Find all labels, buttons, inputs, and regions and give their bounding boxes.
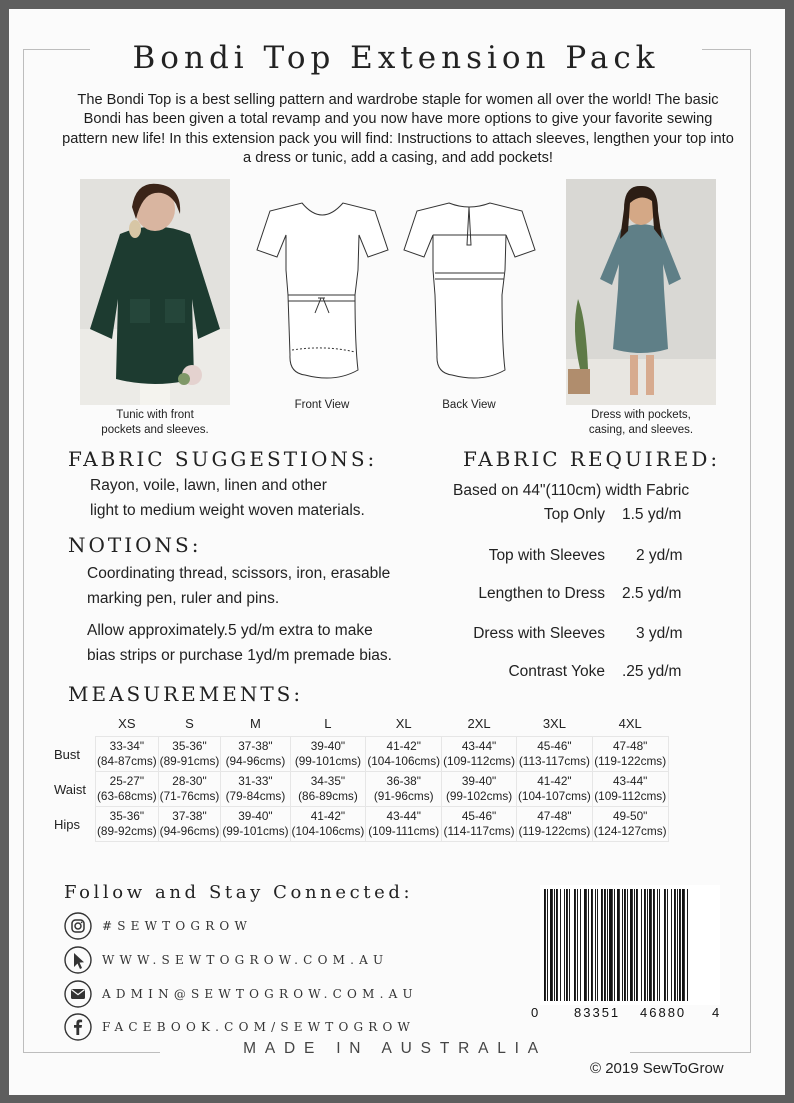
measurement-cell [366,737,442,772]
barcode-digit: 4 [712,1005,720,1020]
measurement-inches: 28-30" [172,774,207,788]
tunic-caption [80,408,230,438]
measurement-inches: 47-48" [612,739,648,753]
measurement-cell [96,807,159,842]
measurement-cms: (99-101cms) [222,824,289,838]
measurement-cell [290,737,366,772]
back-view-drawing [402,195,537,390]
intro-paragraph: The Bondi Top is a best selling pattern and wardrobe staple for women all over the world! The basic Bondi has been given a total revamp and you now have more options to give your favorite sewing pattern new life! In this extension pack you will find: Instructions to attach sleeves, lengthen your top into a dress or tunic, add a casing, and add pockets! [62,92,734,166]
fabric-row-label: Contrast Yoke [508,663,605,680]
measurement-inches: 39-40" [461,774,497,788]
fabric-suggestions-line2: light to medium weight woven materials. [90,502,365,519]
fabric-suggestions-line1: Rayon, voile, lawn, linen and other [90,477,327,494]
measurement-cms: (79-84cms) [225,789,286,803]
size-header: XL [395,715,412,731]
title-box [90,38,702,78]
measurement-cell [442,737,517,772]
size-header: M [250,715,261,731]
measurement-cell [290,772,366,807]
measurement-cms: (99-102cms) [445,789,513,803]
fabric-row-label: Lengthen to Dress [478,585,605,602]
size-header: 4XL [618,715,642,731]
measurement-inches: 49-50" [612,809,648,823]
measurement-inches: 41-42" [386,739,421,753]
notions-line2: marking pen, ruler and pins. [87,590,280,607]
back-view-caption: Back View [442,399,496,411]
measurement-inches: 35-36" [109,809,145,823]
fabric-required-basis: Based on 44"(110cm) width Fabric [453,482,690,499]
measurement-cell [158,807,221,842]
measurement-inches: 33-34" [109,739,145,753]
measurement-cell [158,772,221,807]
measurement-cell [517,737,593,772]
fabric-row-value: .25 yd/m [622,663,682,680]
instagram-row[interactable] [64,912,524,940]
measurement-cell [592,737,668,772]
measurement-inches: 43-44" [612,774,648,788]
measurement-label: Hips [54,816,81,832]
measurement-cms: (94-96cms) [159,824,220,838]
measurement-cms: (114-117cms) [443,824,515,838]
size-header: 3XL [542,715,566,731]
measurement-cms: (109-111cms) [368,824,440,838]
dress-caption-line2: casing, and sleeves. [588,424,694,436]
notions-line4: bias strips or purchase 1yd/m premade bias. [87,647,392,664]
barcode-digits: 46880 [640,1005,687,1020]
measurement-inches: 41-42" [310,809,346,823]
measurement-cell [96,737,159,772]
barcode-digit: 0 [531,1005,539,1020]
measurement-inches: 43-44" [461,739,497,753]
measurement-label: Bust [54,746,81,762]
made-in-australia: MADE IN AUSTRALIA [160,1040,630,1058]
copyright: © 2019 SewToGrow [590,1060,724,1077]
notions-text [87,561,392,668]
measurement-cms: (71-76cms) [159,789,220,803]
fabric-suggestions-heading: FABRIC SUGGESTIONS: [68,447,378,471]
size-header-blank [50,710,96,737]
measurement-inches: 37-38" [172,809,207,823]
fabric-row-label: Dress with Sleeves [473,625,605,642]
measurement-cms: (104-107cms) [518,789,591,803]
measurement-cms: (104-106cms) [367,754,441,768]
fabric-row-label: Top with Sleeves [488,547,605,564]
dress-caption [566,408,716,438]
notions-line1: Coordinating thread, scissors, iron, erasable [87,565,391,582]
measurements-heading: MEASUREMENTS: [68,682,304,706]
measurement-cell [221,772,290,807]
measurement-cell [442,772,517,807]
measurement-inches: 45-46" [537,739,572,753]
fabric-row-value: 1.5 yd/m [622,506,682,523]
measurement-cms: (94-96cms) [225,754,286,768]
fabric-required-heading: FABRIC REQUIRED: [463,447,721,471]
measurement-cell [221,737,290,772]
instagram-icon [64,912,92,940]
measurement-cell [290,807,366,842]
facebook-url: FACEBOOK.COM/SEWTOGROW [102,1020,416,1034]
measurement-inches: 39-40" [238,809,273,823]
measurement-cms: (124-127cms) [593,824,667,838]
instagram-handle: #SEWTOGROW [102,919,253,933]
measurement-inches: 37-38" [238,739,273,753]
size-header: L [324,715,332,731]
measurement-cell [366,807,442,842]
fabric-row-label: Top Only [543,506,605,523]
measurement-cms: (84-87cms) [97,754,157,768]
measurement-inches: 35-36" [172,739,207,753]
front-view-caption: Front View [294,399,350,411]
website-row[interactable] [64,946,524,974]
measurement-cell [592,772,668,807]
measurement-cms: (89-91cms) [159,754,220,768]
measurement-inches: 34-35" [310,774,346,788]
size-header: 2XL [467,715,491,731]
facebook-row[interactable] [64,1013,524,1041]
measurement-cell [366,772,442,807]
measurement-cms: (89-92cms) [97,824,157,838]
measurement-cms: (109-112cms) [443,754,515,768]
measurement-cell [517,807,593,842]
fabric-row-value: 2 yd/m [636,547,683,564]
email-address: ADMIN@SEWTOGROW.COM.AU [102,987,418,1001]
measurement-cms: (109-112cms) [594,789,667,803]
measurement-row [50,772,668,807]
size-header: S [185,715,194,731]
tunic-photo [80,179,230,405]
measurement-inches: 36-38" [386,774,421,788]
measurement-cms: (63-68cms) [97,789,157,803]
dress-photo [566,179,716,405]
tunic-caption-line2: pockets and sleeves. [101,424,209,436]
page-title: Bondi Top Extension Pack [132,40,660,76]
measurement-inches: 39-40" [310,739,346,753]
measurement-cms: (104-106cms) [291,824,365,838]
measurement-inches: 25-27" [109,774,145,788]
email-icon [64,980,92,1008]
measurement-cms: (86-89cms) [298,789,358,803]
measurement-row [50,737,668,772]
follow-heading: Follow and Stay Connected: [64,882,414,903]
measurement-inches: 47-48" [537,809,572,823]
website-url: WWW.SEWTOGROW.COM.AU [102,953,389,967]
measurement-cell [96,772,159,807]
cursor-icon [64,946,92,974]
notions-line3: Allow approximately.5 yd/m extra to make [87,622,373,639]
barcode [540,885,720,1005]
measurement-inches: 41-42" [537,774,572,788]
measurement-inches: 43-44" [386,809,421,823]
measurement-cms: (99-101cms) [294,754,362,768]
size-header: XS [118,715,136,731]
measurement-inches: 45-46" [461,809,497,823]
measurement-cms: (91-96cms) [373,789,434,803]
measurement-inches: 31-33" [238,774,273,788]
measurement-cell [517,772,593,807]
facebook-icon [64,1013,92,1041]
measurement-cell [221,807,290,842]
fabric-row-value: 2.5 yd/m [622,585,682,602]
measurement-row [50,807,668,842]
notions-heading: NOTIONS: [68,533,202,557]
measurement-cell [592,807,668,842]
fabric-suggestions-text [90,473,365,523]
measurement-cell [442,807,517,842]
dress-caption-line1: Dress with pockets, [591,409,691,421]
measurement-label: Waist [54,781,87,797]
measurement-cell [158,737,221,772]
measurements-table [50,710,669,842]
front-view-drawing [255,195,390,390]
measurement-cms: (113-117cms) [518,754,590,768]
tunic-caption-line1: Tunic with front [116,409,194,421]
fabric-row-value: 3 yd/m [636,625,683,642]
measurements-body [50,737,668,842]
email-row[interactable] [64,980,524,1008]
measurement-cms: (119-122cms) [594,754,667,768]
barcode-digits: 83351 [574,1005,621,1020]
measurement-cms: (119-122cms) [518,824,591,838]
